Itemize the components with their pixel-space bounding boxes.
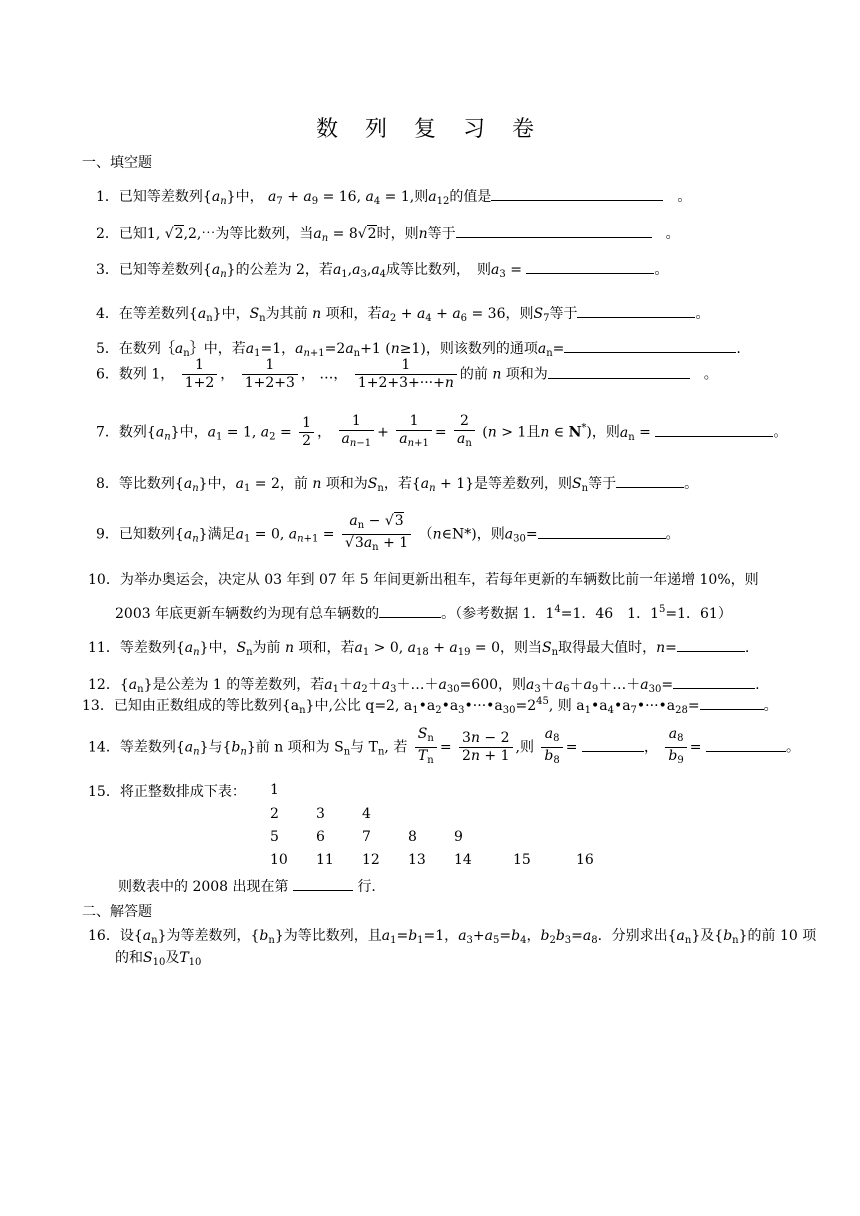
section-fill-in: 一、填空题: [82, 155, 152, 171]
question-15: 15．将正整数排成下表：: [88, 784, 246, 800]
question-8: 8．等比数列$\{a_n\}$中，$a_1 = 2$，前 n 项和为$S_n$，若$\{a_n + 1\}$是等差数列，则$S_n$等于 。: [96, 472, 800, 499]
answer-blank[interactable]: [526, 258, 654, 274]
question-14: 14．等差数列$\{a_n\}$与$\{b_n\}$前 n 项和为 $S_n$与 $T_n$, 若 $\frac{S_n}{T_n}$ = $\frac{3n - 2}{2n + 1}$ ,则 $\frac{a_8}{b_8}$ = ， $\frac{a_8}{b_9}$ = 。: [88, 726, 800, 766]
table-cell: 13: [408, 852, 426, 868]
answer-blank[interactable]: [293, 875, 353, 891]
table-cell: 12: [362, 852, 380, 868]
table-cell: 16: [576, 852, 594, 868]
question-11: 11．等差数列$\{a_n\}$中，$S_n$为前 n 项和，若$a_1 > 0$, $a_{18} + a_{19} = 0$，则当$S_n$取得最大值时，n= .: [88, 636, 800, 663]
answer-blank[interactable]: [538, 523, 666, 539]
table-cell: 15: [513, 852, 531, 868]
table-cell: 6: [316, 829, 325, 845]
table-cell: 10: [270, 852, 288, 868]
table-cell: 14: [454, 852, 472, 868]
answer-blank[interactable]: [673, 673, 755, 689]
question-16-line-2: 的和$S_{10}$及$T_{10}$: [115, 950, 202, 968]
answer-blank[interactable]: [706, 736, 786, 752]
question-2: 2．已知1, √2,2,⋯为等比数列，当$a_n = 8√2$时，则n等于 。: [96, 222, 800, 249]
question-5: 5．在数列$\{a_n\}$中，若$a_1=1$，$a_{n+1}=2a_n+1$ (n≥1)，则该数列的通项$a_n=$ .: [96, 337, 800, 364]
table-cell: 8: [408, 829, 417, 845]
table-cell: 7: [362, 829, 371, 845]
answer-blank[interactable]: [582, 736, 644, 752]
section-solve: 二、解答题: [82, 904, 152, 920]
question-3: 3．已知等差数列$\{a_n\}$的公差为 2，若$a_1,a_3,a_4$成等比数列， 则$a_3$ = 。: [96, 258, 800, 285]
question-1: 1．已知等差数列$\{a_n\}$中， $a_7 + a_9 = 16$, $a_4 = 1$,则$a_{12}$的值是 。: [96, 185, 800, 212]
answer-blank[interactable]: [379, 602, 441, 618]
answer-blank[interactable]: [564, 337, 736, 353]
question-10-line-2: 2003 年底更新车辆数约为现有总车辆数的 。（参考数据 1．$1^4=1$．46 1．$1^5=1$．61）: [115, 604, 732, 622]
question-16: 16．设$\{a_n\}$为等差数列，$\{b_n\}$为等比数列，且$a_1=b_1=1$，$a_3+a_5=b_4$，$b_2b_3=a_8$．分别求出$\{a_n\}$及$\{b_n\}$的前 10 项: [88, 928, 817, 946]
answer-blank[interactable]: [548, 363, 690, 379]
table-cell: 3: [316, 806, 325, 822]
table-cell: 1: [270, 782, 279, 798]
question-12: 12．$\{a_n\}$是公差为 1 的等差数列，若$a_1+a_2+a_3+\dots+a_{30}=600$，则$a_3+a_6+a_9+\dots+a_{30}=$ .: [88, 673, 800, 700]
question-9: 9．已知数列$\{a_n\}$满足$a_1 = 0$, $a_{n+1}$ = $\frac{a_n - √3}{√3a_n + 1}$ （n∈N*)，则$a_{30}=$ 。: [96, 513, 680, 553]
answer-blank[interactable]: [655, 421, 773, 437]
answer-blank[interactable]: [677, 636, 745, 652]
table-cell: 5: [270, 829, 279, 845]
answer-blank[interactable]: [700, 694, 764, 710]
question-15-line-2: 则数表中的 2008 出现在第 行.: [118, 875, 376, 897]
question-13: 13．已知由正数组成的等比数列$\{a_n\}$中,公比 q=2, $a_1•a_2•a_3•\cdot\cdot\cdot•a_{30}=2^{45}$, 则 $a_1•a_4•a_7•\cdot\cdot\cdot•a_{28}=$ 。: [82, 696, 778, 716]
question-6: 6．数列 1， $\frac{1}{1+2}$ ， $\frac{1}{1+2+3}$ ， …， $\frac{1}{1+2+3+\cdot\cdot\cdot+n}$ 的前 n 项和为 。: [96, 357, 718, 391]
answer-blank[interactable]: [577, 302, 695, 318]
question-4: 4．在等差数列$\{a_n\}$中，$S_n$为其前 n 项和，若$a_2 + a_4 + a_6 = 36$，则$S_7$等于 。: [96, 302, 800, 329]
page-title: 数 列 复 习 卷: [316, 117, 544, 142]
answer-blank[interactable]: [491, 185, 663, 201]
answer-blank[interactable]: [616, 472, 684, 488]
question-10: 10．为举办奥运会，决定从 03 年到 07 年 5 年间更新出租车，若每年更新的车辆数比前一年递增 10%，则: [88, 572, 759, 588]
table-cell: 9: [454, 829, 463, 845]
table-cell: 11: [316, 852, 334, 868]
table-cell: 4: [362, 806, 371, 822]
answer-blank[interactable]: [456, 222, 652, 238]
question-7: 7．数列$\{a_n\}$中，$a_1 = 1$, $a_2$ = $\frac{1}{2}$ ， $\frac{1}{a_{n-1}}$ + $\frac{1}{a_{n+1}}$ = $\frac{2}{a_n}$ (n > 1且n ∈ N*)，则$a_n$ = 。: [96, 413, 788, 449]
table-cell: 2: [270, 806, 279, 822]
